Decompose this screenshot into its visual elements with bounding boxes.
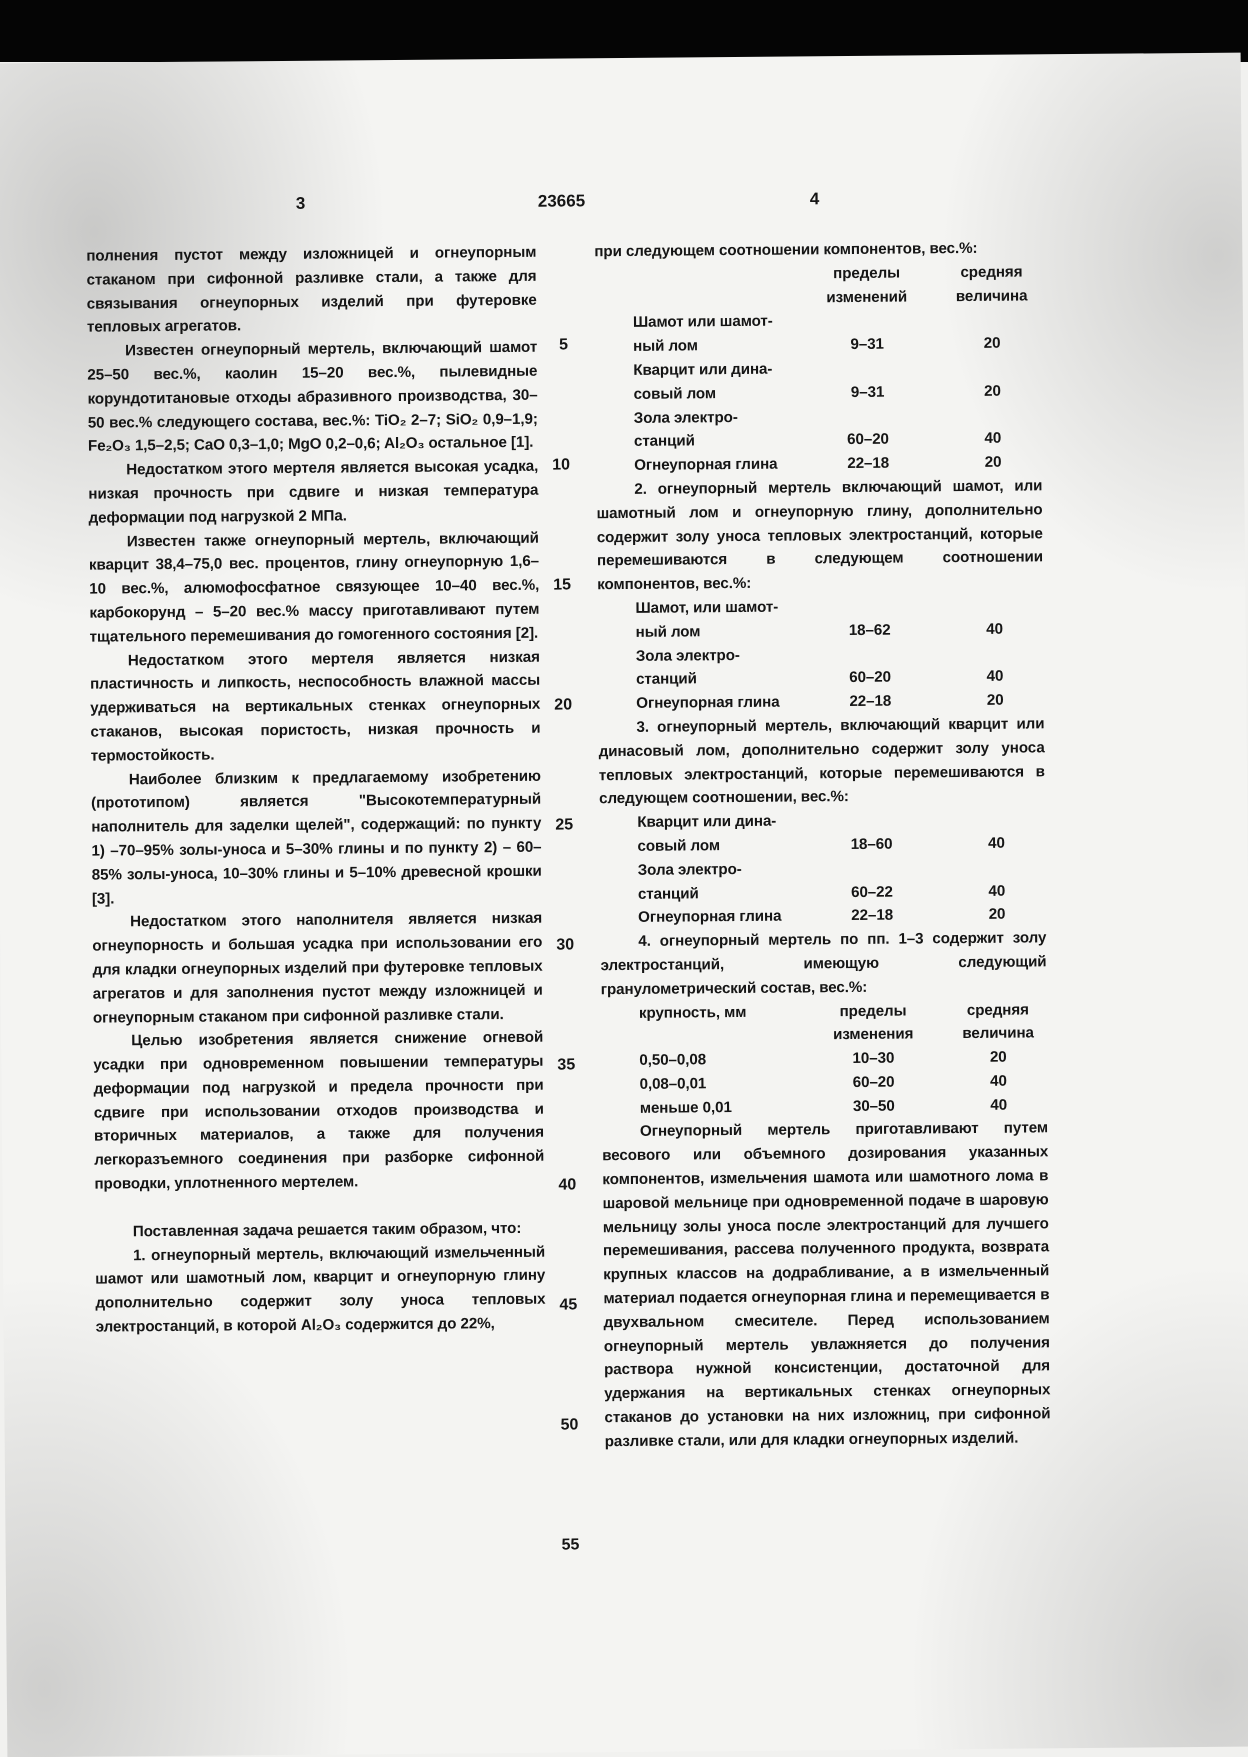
table-cell: Зола электро- xyxy=(635,646,740,665)
line-number: 25 xyxy=(555,816,574,834)
table-cell: 40 xyxy=(990,1072,1007,1090)
line-number: 55 xyxy=(561,1536,580,1554)
table-cell: 40 xyxy=(986,668,1004,686)
paragraph: Целью изобретения является снижение огневой усадки при одновременном повышении температуры деформации под нагрузкой и предела прочности при сдвиге при использовании отходов производства и вторичных материалов, а также для получения легкоразъемного соединения при разборке сифонной проводки, уплотненного мертелем. xyxy=(93,1029,545,1193)
line-number: 40 xyxy=(558,1176,577,1194)
table-cell: станций xyxy=(635,670,697,689)
table-cell: 22–18 xyxy=(847,454,890,473)
paragraph: 4. огнеупорный мертель по пп. 1–3 содержит золу электростанций, имеющую следующий гранулометрический состав, вес.%: xyxy=(600,929,1047,998)
paragraph: 2. огнеупорный мертель включающий шамот, или шамотный лом и огнеупорную глину, дополнительно содержит золу уноса тепловых электростанций, которые перемешиваются в следующем соотношении компонентов, вес.%: xyxy=(596,477,1044,594)
patent-page xyxy=(0,53,1248,1757)
table-cell: 40 xyxy=(984,430,1002,448)
right-column xyxy=(594,236,1051,1453)
patent-number: 23665 xyxy=(537,191,586,211)
table-cell: совый лом xyxy=(633,384,717,403)
table-cell: 9–31 xyxy=(850,335,884,354)
table-cell: 30–50 xyxy=(852,1097,895,1115)
table-cell: 20 xyxy=(986,691,1004,709)
table-cell: Шамот или шамот- xyxy=(632,313,773,332)
paragraph: при следующем соотношении компонентов, вес.%: xyxy=(594,239,978,261)
table-header: пределы xyxy=(839,1002,907,1020)
table-header: крупность, мм xyxy=(638,1003,747,1022)
table-cell: 60–22 xyxy=(850,883,893,901)
table-cell: совый лом xyxy=(637,837,721,855)
composition-table-3 xyxy=(599,807,1046,930)
paragraph: Известен огнеупорный мертель, включающий шамот 25–50 вес.%, каолин 15–20 вес.%, пылевидные корундотитановые отходы абразивного производства, 30–50 вес.% следующего состава, вес.%: TiO₂ 2–7; SiO₂ 0,9–1,9; Fe₂O₃ 1,5–2,5; CaO 0,3–1,0; MgO 0,2–0,6; Al₂O₃ остальное [1]. xyxy=(87,338,538,456)
table-cell: 20 xyxy=(984,382,1001,400)
table-cell: 22–18 xyxy=(851,906,894,925)
line-number: 15 xyxy=(553,576,572,594)
table-cell: Огнеупорная глина xyxy=(634,455,778,475)
line-number: 50 xyxy=(560,1416,579,1434)
table-cell: 20 xyxy=(984,453,1002,472)
paragraph: 1. огнеупорный мертель, включающий измельченный шамот или шамотный лом, кварцит и огнеупорную глину дополнительно содержит золу уноса тепловых электростанций, в которой Al₂O₃ содержится до 22%, xyxy=(95,1243,546,1336)
paragraph: 3. огнеупорный мертель, включающий кварцит или динасовый лом, дополнительно содержит золу уноса тепловых электростанций, которые перемешиваются в следующем соотношении, вес.%: xyxy=(598,715,1045,808)
table-cell: ный лом xyxy=(633,337,698,356)
table-header: величина xyxy=(962,1024,1034,1043)
table-cell: ный лом xyxy=(635,623,701,641)
paragraph: Недостатком этого мертеля является низкая пластичность и липкость, неспособность влажной массы удерживаться на вертикальных стенках огнеупорных стаканов, высокая пористость, низкая прочность и термостойкость. xyxy=(89,648,541,765)
paragraph: Наиболее близким к предлагаемому изобретению (прототипом) является "Высокотемпературный наполнитель для заделки щелей", содержащий: по пункту 1) –70–95% золы-уноса и 5–30% глины и по пункту 2) – 60–85% золы-уноса, 10–30% глины и 5–10% древесной крошки [3]. xyxy=(91,767,542,908)
paragraph: Известен также огнеупорный мертель, включающий кварцит 38,4–75,0 вес. процентов, глину огнеупорную 1,6–10 вес.%, алюмофосфатное связующее 10–40 вес.%, карбокорунд – 5–20 вес.% массу приготавливают путем тщательного перемешивания до гомогенного состояния [2]. xyxy=(88,529,540,646)
paragraph: Недостатком этого наполнителя является низкая огнеупорность и большая усадка при использовании его для кладки огнеупорных изделий при футеровке тепловых агрегатов и для заполнения пустот между изложницей и огнеупорным стаканом при сифонной разливке стали. xyxy=(92,910,543,1027)
table-header: изменения xyxy=(832,1025,914,1044)
table-header: пределы xyxy=(833,264,901,282)
table-cell: Кварцит или дина- xyxy=(637,812,777,832)
line-number: 20 xyxy=(554,696,573,714)
table-cell: 9–31 xyxy=(850,383,885,401)
table-cell: 20 xyxy=(989,1048,1007,1066)
left-page-number: 3 xyxy=(295,193,306,213)
line-number: 35 xyxy=(557,1056,576,1074)
table-cell: станций xyxy=(633,432,695,451)
table-cell: 18–62 xyxy=(848,621,891,639)
table-cell: Зола электро- xyxy=(637,860,742,879)
table-header: средняя xyxy=(966,1000,1029,1019)
table-cell: 60–20 xyxy=(852,1073,895,1091)
table-cell: 40 xyxy=(988,882,1006,900)
composition-table-1 xyxy=(594,260,1042,478)
table-cell: 40 xyxy=(990,1096,1008,1114)
left-column xyxy=(86,241,546,1340)
table-cell: Кварцит или дина- xyxy=(633,360,773,379)
table-cell: 18–60 xyxy=(850,835,893,853)
table-cell: 0,08–0,01 xyxy=(639,1075,707,1093)
table-cell: меньше 0,01 xyxy=(639,1098,732,1117)
table-cell: 20 xyxy=(988,905,1006,924)
table-cell: 0,50–0,08 xyxy=(639,1051,707,1069)
table-header: изменений xyxy=(826,288,908,306)
paragraph: Поставленная задача решается таким образом, что: xyxy=(132,1219,522,1241)
table-cell: Зола электро- xyxy=(633,408,738,427)
table-cell: Огнеупорная глина xyxy=(636,693,780,713)
granulometry-table xyxy=(601,998,1048,1121)
table-header: величина xyxy=(955,287,1028,305)
table-cell: 60–20 xyxy=(849,669,892,687)
right-page-number: 4 xyxy=(809,189,820,209)
paragraph: полнения пустот между изложницей и огнеупорным стаканом при сифонной разливке стали, а также для связывания огнеупорных изделий при футеровке тепловых агрегатов. xyxy=(86,243,537,337)
table-cell: 60–20 xyxy=(847,431,889,449)
table-cell: 20 xyxy=(983,334,1001,353)
table-cell: Огнеупорная глина xyxy=(638,907,782,927)
line-number: 5 xyxy=(559,336,569,354)
line-number: 30 xyxy=(556,936,575,954)
line-number: 45 xyxy=(559,1296,578,1314)
table-header: средняя xyxy=(960,263,1023,281)
scan-top-border xyxy=(0,0,1248,62)
paragraph: Огнеупорный мертель приготавливают путем весового или объемного дозирования указанных компонентов, измельчения шамота или шамотного лома в шаровой мельнице при одновременной подаче в шаровую мельницу золы уноса после электростанций для лучшего перемешивания, рассева полученного продукта, возврата крупных классов на додрабливание, а в измельченный материал подается огнеупорная глина и перемещивается в двухвальном смесителе. Перед использованием огнеупорный мертель увлажняется до получения раствора нужной консистенции, достаточной для удержания на вертикальных стенках огнеупорных стаканов до установки на них изложниц, при сифонной разливке стали, или для кладки огнеупорных изделий. xyxy=(602,1119,1051,1451)
line-number: 10 xyxy=(552,456,571,474)
table-cell: станций xyxy=(637,884,699,903)
paragraph: Недостатком этого мертеля является высокая усадка, низкая прочность при сдвиге и низкая температура деформации под нагрузкой 2 МПа. xyxy=(88,457,539,527)
composition-table-2 xyxy=(597,593,1044,716)
table-cell: Шамот, или шамот- xyxy=(635,598,779,617)
table-cell: 10–30 xyxy=(852,1049,895,1068)
table-cell: 40 xyxy=(986,620,1003,638)
table-cell: 22–18 xyxy=(849,692,892,711)
table-cell: 40 xyxy=(987,834,1005,852)
